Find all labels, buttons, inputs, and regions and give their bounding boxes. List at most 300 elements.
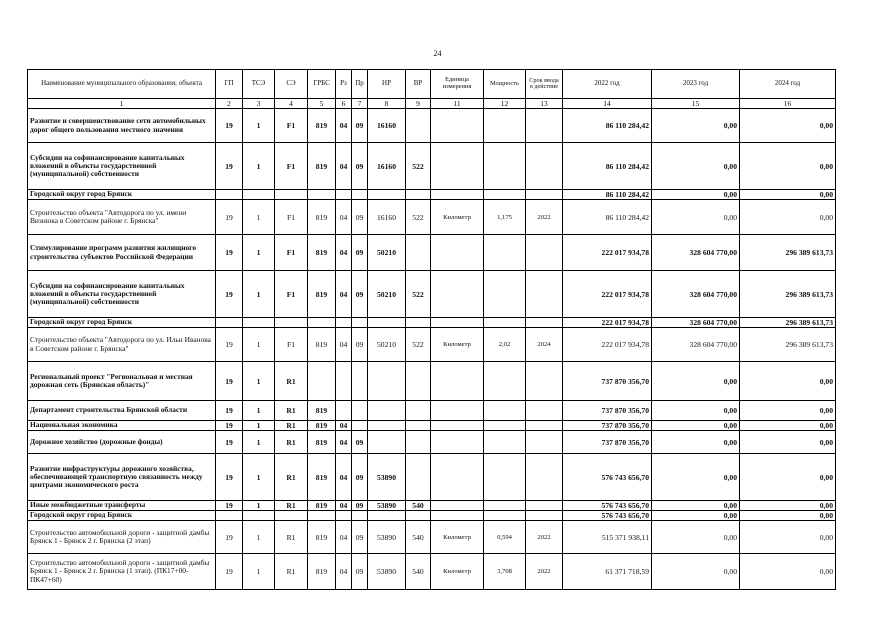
cell-rz: 04 [336,421,352,431]
cell-rz [336,362,352,401]
col-header-2023: 2023 год [652,70,740,99]
column-number: 15 [652,99,740,109]
column-number: 2 [216,99,243,109]
cell-unit [431,235,484,271]
column-number: 9 [406,99,431,109]
cell-2024: 0,00 [740,454,836,501]
col-header-power: Мощность [484,70,526,99]
cell-2024: 0,00 [740,521,836,554]
cell-2023: 328 604 770,00 [652,235,740,271]
cell-gp: 19 [216,328,243,362]
cell-nr: 53890 [368,501,406,511]
cell-power [484,421,526,431]
cell-2023: 0,00 [652,200,740,235]
cell-2024: 0,00 [740,501,836,511]
cell-vr [406,431,431,454]
cell-term: 2024 [526,328,563,362]
table-row [28,431,836,454]
cell-2024: 296 389 613,73 [740,271,836,318]
cell-grbs: 819 [308,421,336,431]
cell-power [484,501,526,511]
cell-gp: 19 [216,401,243,421]
cell-grbs: 819 [308,271,336,318]
cell-2022: 222 017 934,78 [563,318,652,328]
cell-unit [431,271,484,318]
cell-2024: 0,00 [740,431,836,454]
cell-vr: 522 [406,271,431,318]
cell-power [484,401,526,421]
table-row [28,143,836,190]
col-header-name: Наименование муниципального образования; объекта [28,70,216,99]
table-row [28,421,836,431]
cell-2022: 737 870 356,70 [563,401,652,421]
cell-se: R1 [275,521,308,554]
cell-grbs [308,362,336,401]
row-name: Городской округ город Брянск [28,511,216,521]
cell-power [484,431,526,454]
col-header-tse: ТСЭ [243,70,275,99]
cell-2023: 328 604 770,00 [652,318,740,328]
cell-2024: 0,00 [740,200,836,235]
cell-pr: 09 [352,143,368,190]
cell-nr [368,431,406,454]
column-number: 4 [275,99,308,109]
cell-nr [368,401,406,421]
cell-gp: 19 [216,454,243,501]
cell-se: F1 [275,328,308,362]
col-header-unit: Единица измерения [431,70,484,99]
cell-grbs [308,511,336,521]
cell-nr: 50210 [368,235,406,271]
cell-2022: 86 110 284,42 [563,143,652,190]
cell-2022: 222 017 934,78 [563,328,652,362]
cell-rz: 04 [336,454,352,501]
cell-pr: 09 [352,235,368,271]
cell-tse [243,190,275,200]
cell-power [484,271,526,318]
cell-se: R1 [275,421,308,431]
cell-tse: 1 [243,200,275,235]
table-row [28,190,836,200]
cell-2023: 0,00 [652,521,740,554]
cell-pr: 09 [352,200,368,235]
cell-term [526,271,563,318]
row-name: Региональный проект "Региональная и местная дорожная сеть (Брянская область)" [28,362,216,401]
row-name: Развитие и совершенствование сети автомобильных дорог общего пользования местного значения [28,109,216,143]
cell-unit [431,190,484,200]
cell-2024: 0,00 [740,143,836,190]
cell-rz [336,511,352,521]
table-row [28,271,836,318]
cell-rz: 04 [336,328,352,362]
cell-term [526,511,563,521]
cell-tse: 1 [243,501,275,511]
table-row [28,362,836,401]
cell-gp [216,190,243,200]
cell-se: R1 [275,431,308,454]
cell-2023: 0,00 [652,511,740,521]
cell-unit [431,431,484,454]
cell-power: 3,708 [484,554,526,590]
cell-se: F1 [275,109,308,143]
cell-se [275,318,308,328]
cell-tse [243,318,275,328]
cell-gp: 19 [216,271,243,318]
cell-unit [431,109,484,143]
cell-se: R1 [275,362,308,401]
table-row [28,328,836,362]
cell-2022: 576 743 656,70 [563,501,652,511]
cell-gp: 19 [216,200,243,235]
cell-2022: 576 743 656,70 [563,454,652,501]
cell-2023: 0,00 [652,109,740,143]
col-header-2024: 2024 год [740,70,836,99]
cell-power [484,454,526,501]
cell-pr: 09 [352,501,368,511]
table-row [28,401,836,421]
cell-gp: 19 [216,109,243,143]
cell-nr: 53890 [368,521,406,554]
table-row [28,554,836,590]
table-row [28,454,836,501]
cell-nr: 50210 [368,271,406,318]
cell-2022: 86 110 284,42 [563,109,652,143]
cell-pr [352,362,368,401]
table-row [28,200,836,235]
cell-rz [336,190,352,200]
cell-tse: 1 [243,554,275,590]
table-row [28,235,836,271]
cell-rz: 04 [336,501,352,511]
cell-tse: 1 [243,401,275,421]
cell-2024: 0,00 [740,401,836,421]
cell-tse: 1 [243,431,275,454]
row-name: Национальная экономика [28,421,216,431]
column-number: 7 [352,99,368,109]
cell-power [484,143,526,190]
cell-pr [352,511,368,521]
col-header-grbs: ГРБС [308,70,336,99]
cell-gp: 19 [216,431,243,454]
cell-unit [431,511,484,521]
table-row [28,109,836,143]
cell-2024: 0,00 [740,511,836,521]
cell-grbs: 819 [308,200,336,235]
cell-gp [216,318,243,328]
cell-grbs: 819 [308,521,336,554]
col-header-vr: ВР [406,70,431,99]
cell-vr [406,421,431,431]
row-name: Городской округ город Брянск [28,318,216,328]
cell-2022: 222 017 934,78 [563,271,652,318]
cell-2024: 0,00 [740,421,836,431]
cell-pr: 09 [352,454,368,501]
cell-pr: 09 [352,271,368,318]
row-name: Городской округ город Брянск [28,190,216,200]
cell-2023: 0,00 [652,421,740,431]
cell-2024: 0,00 [740,190,836,200]
column-number: 3 [243,99,275,109]
cell-se: F1 [275,271,308,318]
cell-unit [431,421,484,431]
row-name: Строительство автомобильной дороги - защитной дамбы Брянск 1 - Брянск 2 г. Брянска (2 этап) [28,521,216,554]
cell-2022: 222 017 934,78 [563,235,652,271]
cell-gp: 19 [216,143,243,190]
cell-2023: 0,00 [652,454,740,501]
cell-2022: 737 870 356,70 [563,431,652,454]
cell-2023: 0,00 [652,362,740,401]
cell-term [526,431,563,454]
row-name: Дорожное хозяйство (дорожные фонды) [28,431,216,454]
col-header-term: Срок ввода в действие [526,70,563,99]
cell-pr [352,318,368,328]
cell-nr [368,362,406,401]
col-header-2022: 2022 год [563,70,652,99]
cell-2022: 86 110 284,42 [563,200,652,235]
cell-rz [336,401,352,421]
cell-tse [243,511,275,521]
cell-grbs [308,190,336,200]
row-name: Развитие инфраструктуры дорожного хозяйства, обеспечивающей транспортную связанность между центрами экономического роста [28,454,216,501]
table-row [28,501,836,511]
cell-vr: 540 [406,521,431,554]
cell-gp: 19 [216,421,243,431]
cell-term: 2022 [526,554,563,590]
cell-nr: 53890 [368,554,406,590]
column-number: 11 [431,99,484,109]
cell-2024: 296 389 613,73 [740,318,836,328]
cell-rz [336,318,352,328]
cell-tse: 1 [243,271,275,318]
row-name: Иные межбюджетные трансферты [28,501,216,511]
row-name: Строительство объекта "Автодорога по ул. имени Визнюка в Советском районе г. Брянска" [28,200,216,235]
cell-vr: 522 [406,200,431,235]
table-row [28,521,836,554]
cell-term [526,401,563,421]
cell-rz: 04 [336,431,352,454]
column-number: 12 [484,99,526,109]
cell-2024: 296 389 613,73 [740,235,836,271]
table-row [28,511,836,521]
cell-vr [406,401,431,421]
cell-grbs: 819 [308,501,336,511]
cell-se [275,190,308,200]
cell-grbs: 819 [308,401,336,421]
cell-rz: 04 [336,554,352,590]
cell-unit [431,454,484,501]
cell-gp: 19 [216,521,243,554]
cell-se: R1 [275,501,308,511]
cell-vr: 540 [406,554,431,590]
column-number: 5 [308,99,336,109]
cell-vr [406,511,431,521]
col-header-pr: Пр [352,70,368,99]
cell-2022: 737 870 356,70 [563,362,652,401]
cell-se: F1 [275,143,308,190]
budget-table [27,69,836,590]
cell-grbs: 819 [308,328,336,362]
cell-unit: Километр [431,521,484,554]
header-row [28,70,836,99]
cell-2024: 0,00 [740,554,836,590]
cell-2024: 296 389 613,73 [740,328,836,362]
col-header-rz: Рз [336,70,352,99]
cell-tse: 1 [243,328,275,362]
row-name: Строительство объекта "Автодорога по ул. Ильи Иванова в Советском районе г. Брянска" [28,328,216,362]
cell-se: R1 [275,454,308,501]
cell-unit [431,143,484,190]
cell-gp [216,511,243,521]
cell-rz: 04 [336,271,352,318]
cell-unit [431,362,484,401]
cell-term [526,235,563,271]
cell-pr [352,421,368,431]
column-number: 6 [336,99,352,109]
cell-nr [368,421,406,431]
cell-vr: 522 [406,143,431,190]
cell-2023: 328 604 770,00 [652,328,740,362]
row-name: Стимулирование программ развития жилищного строительства субъектов Российской Федерации [28,235,216,271]
cell-vr [406,235,431,271]
cell-vr [406,454,431,501]
cell-nr [368,318,406,328]
cell-nr: 53890 [368,454,406,501]
cell-term [526,362,563,401]
cell-rz: 04 [336,200,352,235]
cell-nr: 16160 [368,143,406,190]
cell-rz: 04 [336,109,352,143]
cell-tse: 1 [243,235,275,271]
col-header-se: СЭ [275,70,308,99]
cell-nr: 16160 [368,200,406,235]
cell-unit [431,318,484,328]
cell-2023: 0,00 [652,554,740,590]
cell-unit: Километр [431,200,484,235]
cell-rz: 04 [336,235,352,271]
cell-power [484,511,526,521]
cell-vr: 540 [406,501,431,511]
cell-pr: 09 [352,521,368,554]
cell-pr: 09 [352,554,368,590]
cell-grbs: 819 [308,235,336,271]
cell-power: 0,594 [484,521,526,554]
cell-tse: 1 [243,421,275,431]
cell-2024: 0,00 [740,109,836,143]
cell-unit [431,401,484,421]
cell-2022: 576 743 656,70 [563,511,652,521]
cell-term [526,143,563,190]
cell-se [275,511,308,521]
cell-tse: 1 [243,521,275,554]
cell-rz: 04 [336,143,352,190]
cell-2023: 0,00 [652,431,740,454]
cell-grbs: 819 [308,431,336,454]
cell-2023: 0,00 [652,190,740,200]
cell-vr [406,318,431,328]
cell-gp: 19 [216,554,243,590]
cell-se: F1 [275,200,308,235]
cell-power [484,109,526,143]
cell-grbs: 819 [308,143,336,190]
cell-vr [406,190,431,200]
row-name: Субсидии на софинансирование капитальных вложений в объекты государственной (муниципальной) собственности [28,271,216,318]
cell-2022: 737 870 356,70 [563,421,652,431]
column-number: 16 [740,99,836,109]
cell-power [484,190,526,200]
cell-tse: 1 [243,143,275,190]
column-number: 14 [563,99,652,109]
cell-nr: 50210 [368,328,406,362]
cell-2022: 86 110 284,42 [563,190,652,200]
cell-nr: 16160 [368,109,406,143]
cell-term [526,109,563,143]
cell-grbs: 819 [308,109,336,143]
cell-vr: 522 [406,328,431,362]
cell-unit [431,501,484,511]
cell-tse: 1 [243,362,275,401]
cell-2022: 61 371 718,59 [563,554,652,590]
cell-2023: 0,00 [652,501,740,511]
cell-vr [406,362,431,401]
cell-unit: Километр [431,554,484,590]
table-row [28,318,836,328]
cell-2023: 328 604 770,00 [652,271,740,318]
cell-gp: 19 [216,235,243,271]
cell-grbs: 819 [308,454,336,501]
cell-se: F1 [275,235,308,271]
cell-rz: 04 [336,521,352,554]
cell-2022: 515 371 938,11 [563,521,652,554]
col-header-gp: ГП [216,70,243,99]
cell-term [526,501,563,511]
col-header-nr: НР [368,70,406,99]
cell-se: R1 [275,401,308,421]
cell-power [484,362,526,401]
cell-pr: 09 [352,431,368,454]
cell-term [526,190,563,200]
cell-pr: 09 [352,328,368,362]
cell-power: 1,175 [484,200,526,235]
cell-tse: 1 [243,109,275,143]
cell-term [526,318,563,328]
row-name: Строительство автомобильной дороги - защитной дамбы Брянск 1 - Брянск 2 г. Брянска (1 этап). (ПК17+00-ПК47+60) [28,554,216,590]
column-number: 8 [368,99,406,109]
cell-vr [406,109,431,143]
column-number-row [28,99,836,109]
cell-grbs [308,318,336,328]
cell-grbs: 819 [308,554,336,590]
cell-nr [368,511,406,521]
cell-term: 2022 [526,521,563,554]
row-name: Департамент строительства Брянской области [28,401,216,421]
cell-gp: 19 [216,501,243,511]
cell-power [484,318,526,328]
cell-gp: 19 [216,362,243,401]
cell-term [526,454,563,501]
cell-pr [352,190,368,200]
cell-unit: Километр [431,328,484,362]
cell-nr [368,190,406,200]
page-number: 24 [433,49,442,58]
cell-2024: 0,00 [740,362,836,401]
cell-power [484,235,526,271]
cell-se: R1 [275,554,308,590]
cell-tse: 1 [243,454,275,501]
cell-2023: 0,00 [652,143,740,190]
cell-power: 2,02 [484,328,526,362]
cell-pr: 09 [352,109,368,143]
column-number: 13 [526,99,563,109]
